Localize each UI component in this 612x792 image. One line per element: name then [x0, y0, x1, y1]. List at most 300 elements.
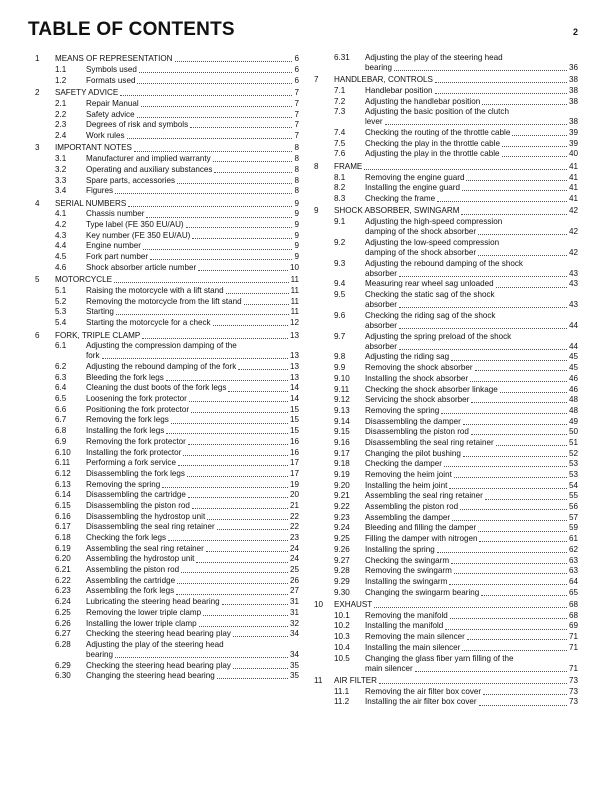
toc-entry-title — [86, 65, 294, 75]
toc-entry-number: 6.24 — [55, 597, 71, 607]
toc-chapter-entry[interactable] — [314, 162, 578, 172]
toc-entry-title — [86, 448, 290, 458]
toc-entry-title-text: Repair Manual — [86, 98, 139, 108]
toc-entry-line — [35, 286, 299, 296]
toc-section-entry[interactable] — [35, 341, 299, 361]
toc-entry-title-text: Adjusting the compression damping of the — [86, 341, 237, 351]
toc-entry-line — [314, 53, 578, 63]
toc-entry-number: 10.1 — [334, 610, 350, 620]
toc-section-entry[interactable] — [35, 99, 299, 109]
toc-section-entry[interactable] — [35, 533, 299, 543]
toc-entry-title-text: Measuring rear wheel sag unloaded — [365, 279, 494, 289]
toc-dot-leader — [171, 423, 288, 424]
toc-entry-title — [86, 554, 290, 564]
toc-entry-title — [55, 199, 294, 209]
toc-section-entry[interactable] — [35, 318, 299, 328]
toc-page-number: 9 — [294, 209, 299, 219]
toc-chapter-entry[interactable] — [314, 600, 578, 610]
toc-entry-line — [314, 654, 578, 664]
toc-entry-title — [334, 162, 569, 172]
toc-entry-line — [35, 76, 299, 86]
toc-dot-leader — [437, 552, 567, 553]
toc-section-entry[interactable] — [314, 621, 578, 631]
toc-entry-number: 6.14 — [55, 490, 71, 500]
toc-entry-line — [35, 629, 299, 639]
toc-entry-line — [35, 176, 299, 186]
toc-section-entry[interactable] — [35, 480, 299, 490]
toc-dot-leader — [178, 465, 288, 466]
toc-section-entry[interactable] — [35, 362, 299, 372]
toc-section-entry[interactable] — [35, 110, 299, 120]
toc-section-entry[interactable] — [35, 522, 299, 532]
toc-section-entry[interactable] — [35, 565, 299, 575]
toc-entry-line — [314, 290, 578, 300]
toc-section-entry[interactable] — [35, 307, 299, 317]
toc-entry-number: 6.30 — [55, 671, 71, 681]
toc-entry-title — [86, 490, 290, 500]
toc-entry-title — [365, 491, 569, 501]
toc-entry-title-text: Symbols used — [86, 65, 137, 75]
toc-entry-line — [314, 183, 578, 193]
toc-section-entry[interactable] — [35, 426, 299, 436]
toc-page-number: 39 — [568, 128, 578, 138]
toc-entry-line — [35, 186, 299, 196]
toc-section-entry[interactable] — [314, 183, 578, 193]
toc-section-entry[interactable] — [314, 332, 578, 352]
toc-section-entry[interactable] — [314, 417, 578, 427]
toc-section-entry[interactable] — [314, 545, 578, 555]
toc-section-entry[interactable] — [35, 405, 299, 415]
toc-entry-title — [86, 263, 290, 273]
toc-section-entry[interactable] — [314, 481, 578, 491]
toc-dot-leader — [206, 551, 288, 552]
toc-entry-title-text: Disassembling the piston rod — [86, 500, 190, 510]
toc-entry-title-text: Installing the heim joint — [365, 480, 448, 490]
toc-section-entry[interactable] — [35, 458, 299, 468]
toc-entry-title — [86, 533, 290, 543]
toc-entry-title — [86, 629, 290, 639]
toc-entry-number: 6.11 — [55, 458, 71, 468]
toc-page-number: 7 — [294, 98, 299, 108]
toc-entry-line — [314, 621, 578, 631]
toc-page-number: 71 — [568, 642, 578, 652]
toc-dot-leader — [485, 499, 567, 500]
toc-entry-line — [35, 99, 299, 109]
toc-section-entry[interactable] — [35, 437, 299, 447]
toc-section-entry[interactable] — [314, 352, 578, 362]
toc-section-entry[interactable] — [35, 490, 299, 500]
toc-section-entry[interactable] — [314, 556, 578, 566]
toc-section-entry[interactable] — [35, 576, 299, 586]
toc-entry-title-text: Changing the swingarm bearing — [365, 587, 480, 597]
toc-entry-title-text: Operating and auxiliary substances — [86, 164, 213, 174]
toc-section-entry[interactable] — [314, 279, 578, 289]
toc-section-entry[interactable] — [35, 586, 299, 596]
toc-entry-line — [314, 676, 578, 686]
toc-section-entry[interactable] — [35, 629, 299, 639]
toc-entry-title — [86, 252, 294, 262]
toc-page-number: 26 — [289, 575, 299, 585]
toc-entry-title — [365, 643, 569, 653]
toc-page-number: 39 — [568, 138, 578, 148]
toc-entry-title-text: Loosening the fork protector — [86, 394, 187, 404]
toc-page-number: 73 — [568, 676, 578, 686]
toc-entry-title — [86, 415, 290, 425]
toc-section-entry[interactable] — [314, 406, 578, 416]
toc-dot-leader — [233, 668, 288, 669]
toc-section-entry[interactable] — [35, 231, 299, 241]
toc-entry-line — [35, 650, 299, 660]
toc-section-entry[interactable] — [314, 217, 578, 237]
toc-entry-number: 6.22 — [55, 575, 71, 585]
toc-entry-title-text: Filling the damper with nitrogen — [365, 534, 478, 544]
toc-entry-number: 3.2 — [55, 164, 67, 174]
toc-section-entry[interactable] — [35, 286, 299, 296]
toc-entry-line — [314, 97, 578, 107]
toc-entry-title-text: Raising the motorcycle with a lift stand — [86, 286, 224, 296]
toc-entry-title-text: Starting — [86, 307, 114, 317]
toc-section-entry[interactable] — [314, 491, 578, 501]
toc-page-number: 11 — [290, 296, 299, 306]
toc-dot-leader — [139, 72, 293, 73]
toc-dot-leader — [238, 369, 288, 370]
toc-section-entry[interactable] — [35, 512, 299, 522]
toc-entry-number: 9.9 — [334, 363, 346, 373]
toc-entry-number: 3.1 — [55, 154, 67, 164]
toc-entry-title — [86, 480, 290, 490]
toc-entry-line — [314, 162, 578, 172]
toc-page-number: 43 — [568, 279, 578, 289]
toc-section-entry[interactable] — [314, 566, 578, 576]
toc-entry-number: 4.6 — [55, 262, 67, 272]
toc-dot-leader — [203, 615, 288, 616]
toc-dot-leader — [115, 193, 292, 194]
toc-page-number: 31 — [289, 607, 299, 617]
toc-section-entry[interactable] — [35, 597, 299, 607]
toc-dot-leader — [162, 487, 288, 488]
toc-section-entry[interactable] — [314, 449, 578, 459]
toc-section-entry[interactable] — [314, 523, 578, 533]
toc-chapter-entry[interactable] — [35, 54, 299, 64]
toc-dot-leader — [166, 433, 288, 434]
toc-chapter-entry[interactable] — [35, 88, 299, 98]
toc-dot-leader — [444, 466, 567, 467]
toc-section-entry[interactable] — [314, 238, 578, 258]
toc-section-entry[interactable] — [314, 687, 578, 697]
toc-dot-leader — [183, 455, 288, 456]
toc-section-entry[interactable] — [35, 619, 299, 629]
toc-entry-title-text: MEANS OF REPRESENTATION — [55, 54, 173, 64]
toc-page-number: 9 — [294, 241, 299, 251]
toc-entry-line — [35, 565, 299, 575]
toc-dot-leader — [374, 607, 567, 608]
toc-entry-number: 8.2 — [334, 183, 346, 193]
page-title: TABLE OF CONTENTS — [28, 19, 235, 40]
toc-entry-number: 9.26 — [334, 544, 350, 554]
toc-chapter-entry[interactable] — [35, 199, 299, 209]
toc-section-entry[interactable] — [314, 470, 578, 480]
toc-section-entry[interactable] — [35, 640, 299, 660]
toc-section-entry[interactable] — [35, 297, 299, 307]
toc-section-entry[interactable] — [314, 534, 578, 544]
toc-section-entry[interactable] — [314, 194, 578, 204]
toc-page-number: 38 — [568, 75, 578, 85]
toc-section-entry[interactable] — [314, 173, 578, 183]
toc-section-entry[interactable] — [314, 139, 578, 149]
toc-section-entry[interactable] — [314, 149, 578, 159]
toc-entry-title — [365, 588, 569, 598]
toc-section-entry[interactable] — [314, 311, 578, 331]
toc-section-entry[interactable] — [35, 608, 299, 618]
toc-entry-number: 6.16 — [55, 511, 71, 521]
toc-entry-title-text: bearing — [365, 62, 393, 72]
toc-section-entry[interactable] — [35, 252, 299, 262]
toc-section-entry[interactable] — [314, 697, 578, 707]
toc-section-entry[interactable] — [35, 415, 299, 425]
toc-section-entry[interactable] — [314, 363, 578, 373]
toc-section-entry[interactable] — [314, 438, 578, 448]
toc-chapter-entry[interactable] — [35, 143, 299, 153]
toc-chapter-entry[interactable] — [314, 206, 578, 216]
toc-chapter-entry[interactable] — [314, 676, 578, 686]
toc-section-entry[interactable] — [35, 131, 299, 141]
toc-entry-title — [365, 449, 569, 459]
toc-entry-title-text: Checking the fork legs — [86, 533, 167, 543]
toc-entry-line — [35, 661, 299, 671]
toc-entry-title — [86, 165, 294, 175]
toc-dot-leader — [166, 380, 288, 381]
toc-entry-number: 9.27 — [334, 555, 350, 565]
toc-section-entry[interactable] — [35, 394, 299, 404]
toc-entry-line — [35, 597, 299, 607]
toc-page-number: 64 — [568, 576, 578, 586]
toc-section-entry[interactable] — [314, 290, 578, 310]
toc-entry-title — [365, 149, 569, 159]
toc-section-entry[interactable] — [314, 588, 578, 598]
toc-page-number: 36 — [568, 62, 578, 72]
toc-entry-line — [314, 227, 578, 237]
toc-entry-title — [86, 231, 294, 241]
toc-section-entry[interactable] — [314, 459, 578, 469]
toc-entry-line — [314, 427, 578, 437]
toc-section-entry[interactable] — [314, 577, 578, 587]
toc-entry-title-text: Spare parts, accessories — [86, 175, 176, 185]
toc-entry-title-text: Performing a fork service — [86, 458, 176, 468]
toc-page-number: 68 — [568, 600, 578, 610]
toc-entry-line — [35, 131, 299, 141]
toc-section-entry[interactable] — [314, 611, 578, 621]
toc-page-number: 71 — [568, 663, 578, 673]
toc-section-entry[interactable] — [35, 671, 299, 681]
toc-section-entry[interactable] — [35, 501, 299, 511]
toc-entry-number: 8 — [314, 161, 319, 171]
toc-dot-leader — [146, 217, 292, 218]
toc-entry-title-text: Installing the fork legs — [86, 426, 165, 436]
toc-entry-number: 3 — [35, 143, 40, 153]
toc-page-number: 6 — [294, 65, 299, 75]
toc-entry-line — [314, 128, 578, 138]
toc-entry-number: 9.30 — [334, 587, 350, 597]
toc-section-entry[interactable] — [35, 165, 299, 175]
toc-dot-leader — [463, 456, 567, 457]
toc-section-entry[interactable] — [35, 154, 299, 164]
toc-entry-title — [365, 183, 569, 193]
toc-section-entry[interactable] — [35, 544, 299, 554]
toc-dot-leader — [188, 444, 288, 445]
toc-page-number: 7 — [294, 131, 299, 140]
toc-entry-title — [86, 186, 294, 196]
toc-section-entry[interactable] — [314, 502, 578, 512]
toc-chapter-entry[interactable] — [35, 275, 299, 285]
toc-page-number: 68 — [568, 610, 578, 620]
toc-page-number: 38 — [568, 96, 578, 106]
toc-entry-title — [55, 54, 294, 64]
toc-section-entry[interactable] — [35, 469, 299, 479]
toc-page-number: 42 — [568, 206, 578, 216]
toc-entry-title-text: Assembling the fork legs — [86, 586, 175, 596]
toc-entry-title-text: Assembling the seal ring retainer — [86, 543, 204, 553]
toc-dot-leader — [217, 678, 288, 679]
toc-page-number: 41 — [568, 183, 578, 193]
toc-section-entry[interactable] — [35, 220, 299, 230]
toc-section-entry[interactable] — [314, 259, 578, 279]
toc-section-entry[interactable] — [314, 128, 578, 138]
toc-dot-leader — [452, 520, 567, 521]
toc-page-number: 9 — [294, 198, 299, 208]
toc-section-entry[interactable] — [314, 107, 578, 127]
toc-entry-line — [35, 533, 299, 543]
toc-entry-number: 6.25 — [55, 607, 71, 617]
toc-dot-leader — [450, 618, 567, 619]
toc-entry-title — [365, 513, 569, 523]
toc-entry-title — [365, 611, 569, 621]
toc-entry-number: 9.22 — [334, 502, 350, 512]
toc-entry-title — [365, 311, 578, 321]
toc-page-number: 19 — [289, 479, 299, 489]
toc-section-entry[interactable] — [35, 65, 299, 75]
toc-section-entry[interactable] — [314, 654, 578, 674]
toc-page-number: 10 — [289, 262, 299, 272]
toc-dot-leader — [244, 304, 289, 305]
toc-entry-number: 3.3 — [55, 175, 67, 185]
toc-entry-title — [86, 640, 299, 650]
toc-entry-number: 9.8 — [334, 352, 346, 362]
toc-entry-title — [365, 290, 578, 300]
toc-chapter-entry[interactable] — [314, 75, 578, 85]
toc-page-number: 52 — [568, 448, 578, 458]
toc-entry-line — [314, 352, 578, 362]
toc-entry-title-text: Installing the spring — [365, 544, 435, 554]
toc-section-entry[interactable] — [314, 643, 578, 653]
toc-entry-title-text: Removing the motorcycle from the lift stand — [86, 296, 242, 306]
toc-section-entry[interactable] — [35, 241, 299, 251]
toc-section-entry[interactable] — [314, 97, 578, 107]
toc-entry-line — [35, 110, 299, 120]
toc-entry-title-text: Adjusting the handlebar position — [365, 96, 481, 106]
toc-entry-title — [334, 75, 569, 85]
toc-entry-title — [86, 286, 291, 296]
toc-page-number: 34 — [289, 650, 299, 659]
toc-entry-title-cont — [86, 351, 290, 361]
toc-page-number: 71 — [568, 632, 578, 642]
toc-section-entry[interactable] — [35, 186, 299, 196]
toc-section-entry[interactable] — [35, 661, 299, 671]
toc-chapter-entry[interactable] — [35, 331, 299, 341]
toc-entry-number: 6.6 — [55, 404, 67, 414]
toc-entry-line — [314, 545, 578, 555]
toc-page-number: 16 — [289, 447, 299, 457]
toc-dot-leader — [192, 508, 288, 509]
toc-entry-line — [35, 120, 299, 130]
toc-section-entry[interactable] — [314, 513, 578, 523]
toc-section-entry[interactable] — [35, 383, 299, 393]
toc-entry-title — [86, 76, 294, 86]
toc-entry-number: 6.12 — [55, 468, 71, 478]
toc-page-number: 51 — [568, 437, 578, 447]
toc-section-entry[interactable] — [35, 76, 299, 86]
toc-section-entry[interactable] — [35, 448, 299, 458]
toc-entry-line — [314, 406, 578, 416]
toc-section-entry[interactable] — [35, 554, 299, 564]
toc-dot-leader — [213, 161, 293, 162]
toc-page-number: 38 — [568, 85, 578, 95]
toc-section-entry[interactable] — [35, 373, 299, 383]
toc-section-entry[interactable] — [314, 395, 578, 405]
toc-entry-title — [55, 331, 290, 341]
toc-page-number: 7 — [294, 120, 299, 130]
toc-entry-title-text: Starting the motorcycle for a check — [86, 318, 211, 328]
toc-entry-title-text: Adjusting the play of the steering head — [86, 639, 224, 649]
toc-dot-leader — [462, 190, 567, 191]
toc-entry-line — [35, 209, 299, 219]
toc-section-entry[interactable] — [314, 427, 578, 437]
toc-section-entry[interactable] — [314, 385, 578, 395]
toc-entry-title — [86, 241, 294, 251]
toc-column-left — [35, 52, 299, 681]
toc-entry-title-text: Handlebar position — [365, 85, 433, 95]
toc-entry-title — [86, 522, 290, 532]
toc-entry-title-cont — [365, 342, 569, 352]
toc-section-entry[interactable] — [314, 86, 578, 96]
toc-entry-line — [35, 544, 299, 554]
toc-entry-title — [86, 318, 290, 328]
toc-entry-title-cont — [365, 321, 569, 331]
toc-page-number: 24 — [289, 554, 299, 564]
toc-dot-leader — [502, 156, 567, 157]
toc-section-entry[interactable] — [314, 53, 578, 73]
toc-entry-line — [35, 220, 299, 230]
toc-page-number: 16 — [289, 436, 299, 446]
toc-entry-number: 7.1 — [334, 85, 346, 95]
toc-entry-line — [35, 554, 299, 564]
toc-entry-line — [314, 577, 578, 587]
toc-entry-line — [314, 149, 578, 159]
toc-entry-title-text: Disassembling the damper — [365, 416, 461, 426]
toc-section-entry[interactable] — [314, 632, 578, 642]
toc-entry-number: 9.23 — [334, 512, 350, 522]
toc-entry-number: 6.19 — [55, 543, 71, 553]
toc-section-entry[interactable] — [35, 209, 299, 219]
toc-section-entry[interactable] — [35, 176, 299, 186]
toc-entry-title-text: main silencer — [365, 663, 413, 673]
toc-section-entry[interactable] — [314, 374, 578, 384]
toc-page-number: 35 — [289, 660, 299, 670]
toc-section-entry[interactable] — [35, 120, 299, 130]
toc-entry-line — [314, 75, 578, 85]
toc-page-number: 48 — [568, 405, 578, 415]
toc-section-entry[interactable] — [35, 263, 299, 273]
toc-dot-leader — [217, 529, 288, 530]
